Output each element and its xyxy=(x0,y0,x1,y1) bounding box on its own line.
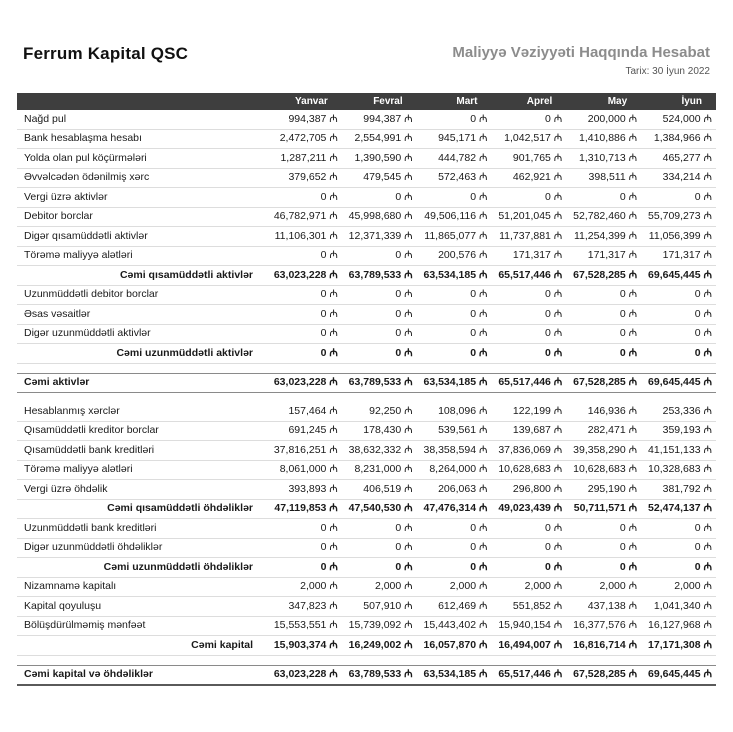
table-row xyxy=(17,149,716,169)
row-label: Hesablanmış xərclər xyxy=(17,402,267,421)
value-cell: 139,687 ₼ xyxy=(491,421,566,441)
column-header-month: İyun xyxy=(641,93,716,110)
spacer-cell xyxy=(17,655,716,665)
value-cell: 12,371,339 ₼ xyxy=(342,227,417,247)
value-cell: 0 ₼ xyxy=(267,324,342,344)
report-header xyxy=(23,44,710,77)
value-cell: 0 ₼ xyxy=(641,538,716,558)
value-cell: 0 ₼ xyxy=(417,344,492,364)
value-cell: 0 ₼ xyxy=(417,188,492,208)
row-label: Debitor borclar xyxy=(17,207,267,227)
value-cell: 63,534,185 ₼ xyxy=(417,665,492,685)
value-cell: 69,645,445 ₼ xyxy=(641,665,716,685)
value-cell: 465,277 ₼ xyxy=(641,149,716,169)
value-cell: 15,739,092 ₼ xyxy=(342,616,417,636)
value-cell: 2,000 ₼ xyxy=(491,577,566,597)
value-cell: 38,358,594 ₼ xyxy=(417,441,492,461)
value-cell: 0 ₼ xyxy=(417,538,492,558)
table-row xyxy=(17,460,716,480)
value-cell: 0 ₼ xyxy=(417,324,492,344)
value-cell: 381,792 ₼ xyxy=(641,480,716,500)
value-cell: 55,709,273 ₼ xyxy=(641,207,716,227)
value-cell: 0 ₼ xyxy=(641,285,716,305)
table-row xyxy=(17,266,716,286)
value-cell: 253,336 ₼ xyxy=(641,402,716,421)
value-cell: 11,737,881 ₼ xyxy=(491,227,566,247)
value-cell: 10,628,683 ₼ xyxy=(491,460,566,480)
row-label: Yolda olan pul köçürmələri xyxy=(17,149,267,169)
row-label: Qısamüddətli kreditor borclar xyxy=(17,421,267,441)
value-cell: 171,317 ₼ xyxy=(491,246,566,266)
table-body xyxy=(17,110,716,685)
table-row xyxy=(17,499,716,519)
row-label: Cəmi kapital və öhdəliklər xyxy=(17,665,267,685)
value-cell: 0 ₼ xyxy=(566,538,641,558)
value-cell: 2,000 ₼ xyxy=(417,577,492,597)
value-cell: 2,000 ₼ xyxy=(267,577,342,597)
value-cell: 17,171,308 ₼ xyxy=(641,636,716,656)
value-cell: 16,127,968 ₼ xyxy=(641,616,716,636)
value-cell: 49,023,439 ₼ xyxy=(491,499,566,519)
table-row xyxy=(17,188,716,208)
row-label: Törəmə maliyyə alətləri xyxy=(17,246,267,266)
row-label: Cəmi uzunmüddətli aktivlər xyxy=(17,344,267,364)
value-cell: 0 ₼ xyxy=(417,519,492,539)
value-cell: 691,245 ₼ xyxy=(267,421,342,441)
table-row xyxy=(17,616,716,636)
value-cell: 0 ₼ xyxy=(566,305,641,325)
row-label: Törəmə maliyyə alətləri xyxy=(17,460,267,480)
value-cell: 0 ₼ xyxy=(267,344,342,364)
label-column-header xyxy=(17,93,267,110)
table-row xyxy=(17,285,716,305)
value-cell: 0 ₼ xyxy=(342,344,417,364)
value-cell: 63,789,533 ₼ xyxy=(342,266,417,286)
table-row xyxy=(17,207,716,227)
column-header-month: Aprel xyxy=(491,93,566,110)
spacer-cell xyxy=(17,363,716,373)
row-label: Vergi üzrə öhdəlik xyxy=(17,480,267,500)
value-cell: 11,056,399 ₼ xyxy=(641,227,716,247)
value-cell: 2,000 ₼ xyxy=(342,577,417,597)
value-cell: 0 ₼ xyxy=(566,285,641,305)
value-cell: 47,119,853 ₼ xyxy=(267,499,342,519)
value-cell: 8,264,000 ₼ xyxy=(417,460,492,480)
value-cell: 0 ₼ xyxy=(491,110,566,129)
value-cell: 1,310,713 ₼ xyxy=(566,149,641,169)
value-cell: 296,800 ₼ xyxy=(491,480,566,500)
value-cell: 92,250 ₼ xyxy=(342,402,417,421)
value-cell: 63,789,533 ₼ xyxy=(342,373,417,393)
value-cell: 47,540,530 ₼ xyxy=(342,499,417,519)
value-cell: 0 ₼ xyxy=(566,188,641,208)
value-cell: 0 ₼ xyxy=(641,188,716,208)
table-row xyxy=(17,373,716,393)
value-cell: 0 ₼ xyxy=(267,246,342,266)
value-cell: 200,000 ₼ xyxy=(566,110,641,129)
table-row xyxy=(17,344,716,364)
value-cell: 1,287,211 ₼ xyxy=(267,149,342,169)
value-cell: 359,193 ₼ xyxy=(641,421,716,441)
value-cell: 0 ₼ xyxy=(641,324,716,344)
value-cell: 63,534,185 ₼ xyxy=(417,266,492,286)
value-cell: 63,534,185 ₼ xyxy=(417,373,492,393)
table-row xyxy=(17,168,716,188)
value-cell: 65,517,446 ₼ xyxy=(491,665,566,685)
table-row xyxy=(17,441,716,461)
row-label: Kapital qoyuluşu xyxy=(17,597,267,617)
value-cell: 0 ₼ xyxy=(342,519,417,539)
value-cell: 171,317 ₼ xyxy=(566,246,641,266)
value-cell: 901,765 ₼ xyxy=(491,149,566,169)
value-cell: 2,472,705 ₼ xyxy=(267,129,342,149)
table-row xyxy=(17,305,716,325)
value-cell: 0 ₼ xyxy=(566,558,641,578)
row-label: Cəmi qısamüddətli öhdəliklər xyxy=(17,499,267,519)
spacer-cell xyxy=(17,393,716,403)
table-row xyxy=(17,597,716,617)
value-cell: 11,106,301 ₼ xyxy=(267,227,342,247)
row-label: Bölüşdürülməmiş mənfəət xyxy=(17,616,267,636)
row-label: Vergi üzrə aktivlər xyxy=(17,188,267,208)
value-cell: 108,096 ₼ xyxy=(417,402,492,421)
value-cell: 0 ₼ xyxy=(491,188,566,208)
table-row xyxy=(17,402,716,421)
row-label: Nizamnamə kapitalı xyxy=(17,577,267,597)
value-cell: 206,063 ₼ xyxy=(417,480,492,500)
value-cell: 63,789,533 ₼ xyxy=(342,665,417,685)
value-cell: 11,865,077 ₼ xyxy=(417,227,492,247)
value-cell: 0 ₼ xyxy=(566,344,641,364)
value-cell: 0 ₼ xyxy=(417,558,492,578)
value-cell: 16,057,870 ₼ xyxy=(417,636,492,656)
company-name: Ferrum Kapital QSC xyxy=(23,44,189,63)
value-cell: 994,387 ₼ xyxy=(342,110,417,129)
table-row xyxy=(17,577,716,597)
table-row xyxy=(17,519,716,539)
value-cell: 295,190 ₼ xyxy=(566,480,641,500)
value-cell: 15,443,402 ₼ xyxy=(417,616,492,636)
value-cell: 69,645,445 ₼ xyxy=(641,266,716,286)
table-row xyxy=(17,538,716,558)
value-cell: 1,042,517 ₼ xyxy=(491,129,566,149)
value-cell: 0 ₼ xyxy=(342,305,417,325)
value-cell: 0 ₼ xyxy=(566,519,641,539)
value-cell: 45,998,680 ₼ xyxy=(342,207,417,227)
value-cell: 0 ₼ xyxy=(342,324,417,344)
value-cell: 10,628,683 ₼ xyxy=(566,460,641,480)
value-cell: 63,023,228 ₼ xyxy=(267,266,342,286)
value-cell: 0 ₼ xyxy=(267,305,342,325)
value-cell: 52,474,137 ₼ xyxy=(641,499,716,519)
value-cell: 65,517,446 ₼ xyxy=(491,373,566,393)
value-cell: 0 ₼ xyxy=(641,558,716,578)
value-cell: 37,816,251 ₼ xyxy=(267,441,342,461)
row-label: Əvvəlcədən ödənilmiş xərc xyxy=(17,168,267,188)
value-cell: 51,201,045 ₼ xyxy=(491,207,566,227)
value-cell: 398,511 ₼ xyxy=(566,168,641,188)
row-label: Digər uzunmüddətli aktivlər xyxy=(17,324,267,344)
value-cell: 0 ₼ xyxy=(267,285,342,305)
value-cell: 0 ₼ xyxy=(267,558,342,578)
value-cell: 462,921 ₼ xyxy=(491,168,566,188)
value-cell: 1,384,966 ₼ xyxy=(641,129,716,149)
value-cell: 0 ₼ xyxy=(267,519,342,539)
column-header-month: Yanvar xyxy=(267,93,342,110)
value-cell: 146,936 ₼ xyxy=(566,402,641,421)
table-row xyxy=(17,227,716,247)
value-cell: 15,553,551 ₼ xyxy=(267,616,342,636)
value-cell: 945,171 ₼ xyxy=(417,129,492,149)
value-cell: 0 ₼ xyxy=(641,344,716,364)
value-cell: 38,632,332 ₼ xyxy=(342,441,417,461)
table-row xyxy=(17,558,716,578)
value-cell: 65,517,446 ₼ xyxy=(491,266,566,286)
value-cell: 282,471 ₼ xyxy=(566,421,641,441)
spacer-row xyxy=(17,655,716,665)
value-cell: 37,836,069 ₼ xyxy=(491,441,566,461)
row-label: Cəmi qısamüddətli aktivlər xyxy=(17,266,267,286)
table-row xyxy=(17,110,716,129)
table-row xyxy=(17,246,716,266)
value-cell: 479,545 ₼ xyxy=(342,168,417,188)
value-cell: 572,463 ₼ xyxy=(417,168,492,188)
row-label: Cəmi aktivlər xyxy=(17,373,267,393)
value-cell: 15,940,154 ₼ xyxy=(491,616,566,636)
row-label: Əsas vəsaitlər xyxy=(17,305,267,325)
value-cell: 0 ₼ xyxy=(267,188,342,208)
report-title-block xyxy=(452,44,710,77)
table-row xyxy=(17,421,716,441)
value-cell: 334,214 ₼ xyxy=(641,168,716,188)
value-cell: 10,328,683 ₼ xyxy=(641,460,716,480)
table-row xyxy=(17,665,716,685)
value-cell: 612,469 ₼ xyxy=(417,597,492,617)
value-cell: 41,151,133 ₼ xyxy=(641,441,716,461)
value-cell: 67,528,285 ₼ xyxy=(566,266,641,286)
value-cell: 0 ₼ xyxy=(491,324,566,344)
row-label: Qısamüddətli bank kreditləri xyxy=(17,441,267,461)
value-cell: 0 ₼ xyxy=(342,558,417,578)
value-cell: 67,528,285 ₼ xyxy=(566,373,641,393)
value-cell: 16,377,576 ₼ xyxy=(566,616,641,636)
value-cell: 507,910 ₼ xyxy=(342,597,417,617)
table-row xyxy=(17,129,716,149)
value-cell: 437,138 ₼ xyxy=(566,597,641,617)
value-cell: 406,519 ₼ xyxy=(342,480,417,500)
spacer-row xyxy=(17,393,716,403)
row-label: Digər uzunmüddətli öhdəliklər xyxy=(17,538,267,558)
row-label: Cəmi kapital xyxy=(17,636,267,656)
value-cell: 0 ₼ xyxy=(491,285,566,305)
table-row xyxy=(17,324,716,344)
value-cell: 49,506,116 ₼ xyxy=(417,207,492,227)
value-cell: 0 ₼ xyxy=(491,519,566,539)
value-cell: 0 ₼ xyxy=(491,538,566,558)
value-cell: 0 ₼ xyxy=(566,324,641,344)
value-cell: 15,903,374 ₼ xyxy=(267,636,342,656)
column-header-month: May xyxy=(566,93,641,110)
value-cell: 178,430 ₼ xyxy=(342,421,417,441)
row-label: Uzunmüddətli bank kreditləri xyxy=(17,519,267,539)
value-cell: 52,782,460 ₼ xyxy=(566,207,641,227)
value-cell: 39,358,290 ₼ xyxy=(566,441,641,461)
spacer-row xyxy=(17,363,716,373)
row-label: Bank hesablaşma hesabı xyxy=(17,129,267,149)
value-cell: 379,652 ₼ xyxy=(267,168,342,188)
value-cell: 0 ₼ xyxy=(491,558,566,578)
value-cell: 63,023,228 ₼ xyxy=(267,665,342,685)
value-cell: 47,476,314 ₼ xyxy=(417,499,492,519)
value-cell: 0 ₼ xyxy=(342,188,417,208)
report-date: Tarix: 30 İyun 2022 xyxy=(625,66,710,77)
value-cell: 16,816,714 ₼ xyxy=(566,636,641,656)
value-cell: 0 ₼ xyxy=(342,246,417,266)
value-cell: 157,464 ₼ xyxy=(267,402,342,421)
value-cell: 2,554,991 ₼ xyxy=(342,129,417,149)
table-head xyxy=(17,93,716,110)
value-cell: 551,852 ₼ xyxy=(491,597,566,617)
value-cell: 171,317 ₼ xyxy=(641,246,716,266)
value-cell: 0 ₼ xyxy=(641,519,716,539)
value-cell: 8,231,000 ₼ xyxy=(342,460,417,480)
value-cell: 11,254,399 ₼ xyxy=(566,227,641,247)
value-cell: 200,576 ₼ xyxy=(417,246,492,266)
value-cell: 0 ₼ xyxy=(342,285,417,305)
value-cell: 0 ₼ xyxy=(342,538,417,558)
value-cell: 50,711,571 ₼ xyxy=(566,499,641,519)
value-cell: 0 ₼ xyxy=(491,344,566,364)
value-cell: 524,000 ₼ xyxy=(641,110,716,129)
table-header-row xyxy=(17,93,716,110)
value-cell: 2,000 ₼ xyxy=(566,577,641,597)
value-cell: 444,782 ₼ xyxy=(417,149,492,169)
row-label: Nağd pul xyxy=(17,110,267,129)
table-row xyxy=(17,480,716,500)
table-row xyxy=(17,636,716,656)
value-cell: 69,645,445 ₼ xyxy=(641,373,716,393)
row-label: Cəmi uzunmüddətli öhdəliklər xyxy=(17,558,267,578)
report-title: Maliyyə Vəziyyəti Haqqında Hesabat xyxy=(452,44,710,61)
column-header-month: Fevral xyxy=(342,93,417,110)
value-cell: 1,390,590 ₼ xyxy=(342,149,417,169)
row-label: Uzunmüddətli debitor borclar xyxy=(17,285,267,305)
column-header-month: Mart xyxy=(417,93,492,110)
value-cell: 122,199 ₼ xyxy=(491,402,566,421)
value-cell: 1,410,886 ₼ xyxy=(566,129,641,149)
value-cell: 0 ₼ xyxy=(417,110,492,129)
value-cell: 539,561 ₼ xyxy=(417,421,492,441)
value-cell: 0 ₼ xyxy=(267,538,342,558)
value-cell: 16,494,007 ₼ xyxy=(491,636,566,656)
financial-table xyxy=(17,93,716,686)
value-cell: 347,823 ₼ xyxy=(267,597,342,617)
value-cell: 0 ₼ xyxy=(641,305,716,325)
value-cell: 994,387 ₼ xyxy=(267,110,342,129)
value-cell: 0 ₼ xyxy=(417,305,492,325)
row-label: Digər qısamüddətli aktivlər xyxy=(17,227,267,247)
value-cell: 393,893 ₼ xyxy=(267,480,342,500)
value-cell: 0 ₼ xyxy=(491,305,566,325)
value-cell: 67,528,285 ₼ xyxy=(566,665,641,685)
value-cell: 0 ₼ xyxy=(417,285,492,305)
value-cell: 1,041,340 ₼ xyxy=(641,597,716,617)
value-cell: 16,249,002 ₼ xyxy=(342,636,417,656)
value-cell: 8,061,000 ₼ xyxy=(267,460,342,480)
value-cell: 46,782,971 ₼ xyxy=(267,207,342,227)
value-cell: 2,000 ₼ xyxy=(641,577,716,597)
value-cell: 63,023,228 ₼ xyxy=(267,373,342,393)
